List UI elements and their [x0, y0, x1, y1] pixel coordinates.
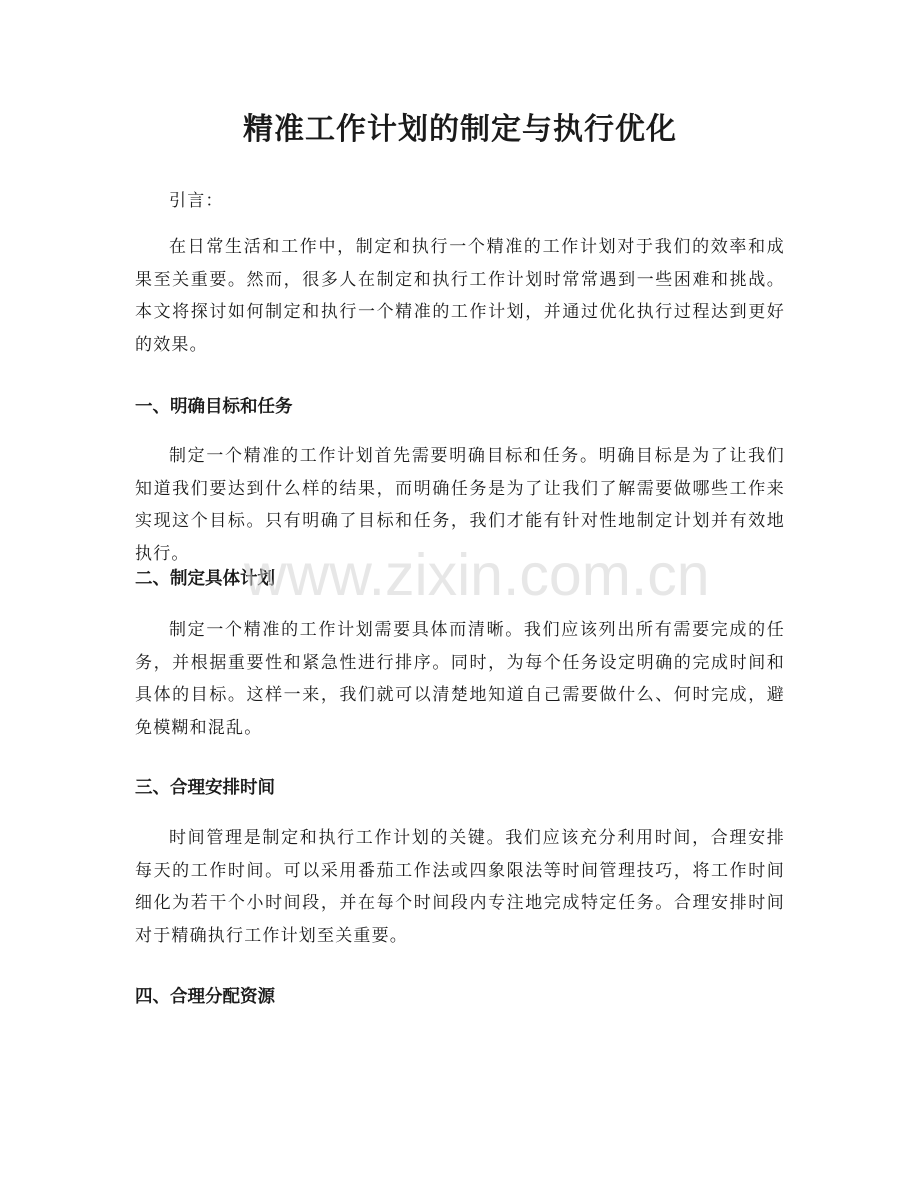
watermark: www.zixin.com.cn [244, 542, 710, 608]
document-title: 精准工作计划的制定与执行优化 [243, 112, 677, 147]
section-paragraph-2: 制定一个精准的工作计划需要具体而清晰。我们应该列出所有需要完成的任务，并根据重要性和紧急性进行排序。同时，为每个任务设定明确的完成时间和具体的目标。这样一来，我们就可以清楚地知道自己需要做什么、何时完成，避免模糊和混乱。 [135, 620, 785, 738]
intro-label: 引言： [169, 191, 224, 211]
section-heading-3: 三、合理安排时间 [135, 778, 275, 798]
section-heading-1: 一、明确目标和任务 [135, 397, 293, 417]
section-paragraph-3: 时间管理是制定和执行工作计划的关键。我们应该充分利用时间，合理安排每天的工作时间。可以采用番茄工作法或四象限法等时间管理技巧，将工作时间细化为若干个小时间段，并在每个时间段内专注地完成特定任务。合理安排时间对于精确执行工作计划至关重要。 [135, 828, 785, 946]
section-heading-4: 四、合理分配资源 [135, 987, 275, 1007]
section-paragraph-1: 制定一个精准的工作计划首先需要明确目标和任务。明确目标是为了让我们知道我们要达到什么样的结果，而明确任务是为了让我们了解需要做哪些工作来实现这个目标。只有明确了目标和任务，我们才能有针对性地制定计划并有效地执行。 [135, 446, 785, 564]
section-heading-2: 二、制定具体计划 [135, 569, 275, 589]
intro-paragraph: 在日常生活和工作中，制定和执行一个精准的工作计划对于我们的效率和成果至关重要。然而，很多人在制定和执行工作计划时常常遇到一些困难和挑战。本文将探讨如何制定和执行一个精准的工作计划，并通过优化执行过程达到更好的效果。 [135, 237, 785, 355]
